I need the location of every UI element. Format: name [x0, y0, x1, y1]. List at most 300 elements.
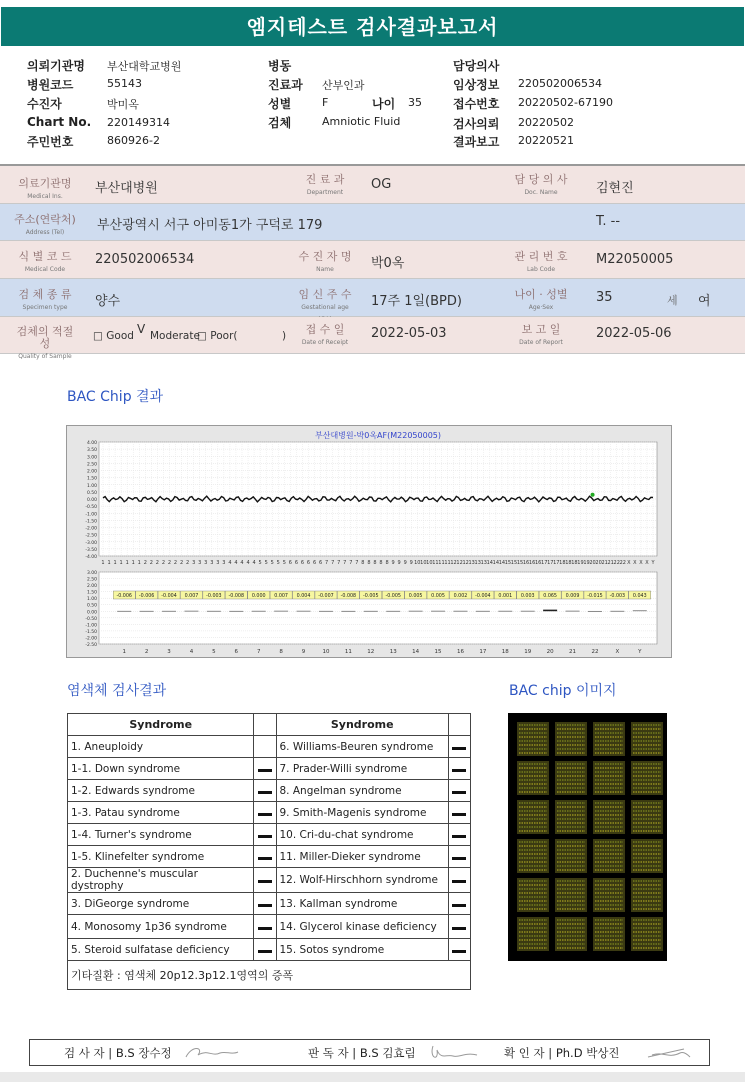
- x-tick-label: 6: [300, 560, 305, 566]
- syndrome-name: 5. Steroid sulfatase deficiency: [68, 939, 254, 961]
- x-tick-label: 15: [510, 560, 518, 566]
- syndrome-row: [68, 736, 471, 758]
- chip-block: [631, 761, 663, 795]
- negative-dash-icon: [258, 791, 272, 794]
- category-label: 4: [189, 649, 194, 655]
- value-specimen: 양수: [95, 294, 121, 309]
- chip-block: [517, 761, 549, 795]
- x-tick-label: 7: [325, 560, 329, 566]
- bac-chart-frame: [66, 425, 672, 658]
- chip-block: [517, 800, 549, 834]
- x-tick-label: 15: [504, 560, 512, 566]
- category-label: 22: [591, 649, 599, 655]
- label-doctor-en: Doc. Name: [524, 189, 558, 196]
- label-department-en: Department: [306, 189, 344, 196]
- syndrome-result: [448, 939, 470, 961]
- id-key: 주민번호: [27, 135, 74, 149]
- x-tick-label: 6: [312, 560, 317, 566]
- x-tick-label: 1: [131, 560, 135, 566]
- bac-section-title: BAC Chip 결과: [67, 389, 164, 405]
- reader-signature: 판 독 자 | B.S 김효림: [308, 1046, 416, 1060]
- value-label: 0.003: [520, 594, 535, 599]
- negative-dash-icon: [258, 857, 272, 860]
- x-tick-label: X: [627, 560, 631, 566]
- value-label: -0.006: [116, 594, 132, 599]
- request-value: 20220502: [518, 116, 574, 129]
- syndrome-name: 2. Duchenne's muscular dystrophy: [68, 868, 254, 893]
- receipt-value: 20220502-67190: [518, 96, 613, 109]
- syndrome-name: 4. Monosomy 1p36 syndrome: [68, 915, 254, 939]
- y-tick-label: -0.50: [85, 616, 97, 622]
- ward-key: 병동: [268, 59, 292, 73]
- chip-block: [555, 878, 587, 912]
- label-lab-code-en: Lab Code: [526, 266, 556, 273]
- syndrome-result: [448, 802, 470, 824]
- x-tick-label: 9: [403, 560, 407, 566]
- quality-check-mark: V: [137, 322, 146, 336]
- syndrome-result: [254, 868, 276, 893]
- x-tick-label: 1: [113, 560, 117, 566]
- category-label: 9: [301, 649, 306, 655]
- syndrome-row: [68, 802, 471, 824]
- label-specimen: 검 체 종 류: [18, 288, 72, 301]
- negative-dash-icon: [258, 813, 272, 816]
- chip-block: [593, 761, 625, 795]
- value-label: -0.006: [138, 594, 155, 599]
- label-name: 수 진 자 명: [298, 250, 352, 263]
- chip-block: [631, 878, 663, 912]
- doctor-key: 담당의사: [453, 59, 500, 73]
- x-tick-label: 10: [426, 560, 433, 566]
- chip-block: [593, 878, 625, 912]
- label-report-date-en: Date of Report: [519, 339, 563, 346]
- x-tick-label: 10: [414, 560, 421, 566]
- info-row-institution: [0, 166, 745, 204]
- value-tel: T. --: [596, 214, 621, 229]
- syndrome-result: [254, 893, 276, 915]
- label-address: 주소(연락처): [14, 213, 76, 226]
- x-tick-label: 1: [119, 560, 123, 566]
- x-tick-label: 3: [210, 560, 214, 566]
- x-tick-label: 4: [228, 560, 232, 566]
- x-tick-label: 16: [522, 560, 530, 566]
- reader-handwriting: [425, 1042, 485, 1064]
- syndrome-result: [254, 846, 276, 868]
- x-tick-label: 22: [613, 560, 620, 566]
- syndrome-result: [254, 736, 276, 758]
- other-finding: 기타질환 : 염색체 20p12.3p12.1영역의 증폭: [68, 961, 471, 990]
- value-institution: 부산대병원: [95, 181, 158, 196]
- value-label: -0.007: [318, 594, 334, 599]
- value-medical-code: 220502006534: [95, 252, 195, 267]
- info-row-code: [0, 241, 745, 279]
- y-tick-label: 1.50: [86, 476, 97, 482]
- y-tick-label: 1.00: [86, 597, 97, 603]
- negative-dash-icon: [452, 950, 466, 953]
- x-tick-label: 2: [155, 560, 159, 566]
- syndrome-name: 15. Sotos syndrome: [276, 939, 448, 961]
- negative-dash-icon: [452, 747, 466, 750]
- x-tick-label: 17: [541, 560, 548, 566]
- label-receipt-date: 접 수 일: [305, 323, 345, 336]
- category-label: 6: [234, 649, 239, 655]
- x-tick-label: 19: [583, 560, 590, 566]
- x-tick-label: 2: [161, 560, 166, 566]
- x-tick-label: 11: [432, 560, 439, 566]
- x-tick-label: 2: [143, 560, 147, 566]
- syndrome-result: [448, 758, 470, 780]
- request-key: 검사의뢰: [453, 117, 500, 131]
- syndrome-row: [68, 824, 471, 846]
- other-finding-row: [68, 961, 471, 990]
- category-label: Y: [638, 649, 642, 655]
- syndrome-name: 3. DiGeorge syndrome: [68, 893, 254, 915]
- result-header-right: [448, 714, 470, 736]
- x-tick-label: 1: [101, 560, 105, 566]
- x-tick-label: 19: [577, 560, 584, 566]
- age-value: 35: [408, 96, 422, 109]
- negative-dash-icon: [258, 904, 272, 907]
- syndrome-result: [254, 939, 276, 961]
- specimen-value: Amniotic Fluid: [322, 115, 401, 128]
- x-tick-label: 12: [456, 560, 463, 566]
- syndrome-result: [448, 893, 470, 915]
- negative-dash-icon: [452, 791, 466, 794]
- syndrome-header-left: Syndrome: [68, 714, 254, 736]
- x-tick-label: 4: [246, 560, 250, 566]
- value-label: 0.004: [296, 594, 311, 599]
- x-tick-label: 22: [619, 560, 626, 566]
- syndrome-table-body: [68, 714, 471, 990]
- y-tick-label: -2.50: [85, 643, 97, 648]
- x-tick-label: 7: [355, 560, 359, 566]
- negative-dash-icon: [258, 769, 272, 772]
- patient-value: 박미옥: [107, 98, 139, 111]
- category-label: 17: [479, 649, 487, 655]
- info-row-specimen: [0, 279, 745, 317]
- syndrome-result: [448, 846, 470, 868]
- category-label: 16: [456, 649, 464, 655]
- x-tick-label: 21: [607, 560, 614, 566]
- quality-poor-option[interactable]: □ Poor(: [197, 330, 238, 342]
- hospital-key: 의뢰기관명: [27, 59, 85, 73]
- x-tick-label: 12: [462, 560, 469, 566]
- label-address-en: Address (Tel): [25, 229, 65, 236]
- x-tick-label: 8: [361, 560, 365, 566]
- y-tick-label: 0.00: [86, 498, 97, 503]
- syndrome-result: [448, 780, 470, 802]
- label-receipt-date-en: Date of Receipt: [301, 339, 349, 346]
- quality-moderate-option[interactable]: Moderate: [150, 330, 200, 342]
- category-label: 21: [569, 649, 577, 655]
- y-tick-label: 3.50: [86, 448, 97, 454]
- label-age-sex-en: Age·Sex: [528, 304, 554, 311]
- y-tick-label: -1.00: [85, 623, 97, 629]
- y-tick-label: 0.50: [86, 490, 97, 496]
- chip-block: [593, 917, 625, 951]
- label-report-date: 보 고 일: [521, 323, 561, 336]
- lower-plot-area: [99, 572, 657, 644]
- syndrome-name: 10. Cri-du-chat syndrome: [276, 824, 448, 846]
- result-header-left: [254, 714, 276, 736]
- x-tick-label: 18: [565, 560, 572, 566]
- chip-block: [631, 917, 663, 951]
- chip-block: [555, 722, 587, 756]
- value-gestational-age: 17주 1일(BPD): [371, 294, 462, 309]
- chart-value: 220149314: [107, 116, 170, 129]
- report-title: 엠지테스트 검사결과보고서: [1, 7, 744, 46]
- category-label: 1: [122, 649, 126, 655]
- category-label: 8: [279, 649, 283, 655]
- quality-poor-close: ): [282, 330, 287, 342]
- chip-block: [555, 800, 587, 834]
- x-tick-label: X: [633, 560, 637, 566]
- syndrome-header-right: Syndrome: [276, 714, 448, 736]
- value-label: 0.000: [251, 594, 266, 599]
- label-doctor: 담 당 의 사: [514, 173, 568, 186]
- negative-dash-icon: [452, 857, 466, 860]
- syndrome-name: 1-1. Down syndrome: [68, 758, 254, 780]
- x-tick-label: 1: [137, 560, 141, 566]
- x-tick-label: 21: [601, 560, 608, 566]
- quality-good-option[interactable]: □ Good: [93, 330, 134, 342]
- negative-dash-icon: [258, 950, 272, 953]
- category-label: 20: [546, 649, 554, 655]
- x-tick-label: 20: [595, 560, 602, 566]
- x-tick-label: 5: [282, 560, 286, 566]
- syndrome-row: [68, 915, 471, 939]
- negative-dash-icon: [452, 927, 466, 930]
- chip-block: [631, 722, 663, 756]
- x-tick-label: 16: [528, 560, 536, 566]
- y-tick-label: -3.50: [85, 547, 97, 553]
- negative-dash-icon: [258, 835, 272, 838]
- receipt-key: 접수번호: [453, 97, 500, 111]
- syndrome-result: [448, 736, 470, 758]
- x-tick-label: 6: [294, 560, 299, 566]
- negative-dash-icon: [452, 813, 466, 816]
- label-quality: 검체의 적절성: [16, 325, 74, 350]
- tester-signature: 검 사 자 | B.S 장수정: [64, 1046, 172, 1060]
- syndrome-name: 13. Kallman syndrome: [276, 893, 448, 915]
- x-tick-label: 3: [198, 560, 202, 566]
- category-label: 15: [434, 649, 442, 655]
- category-label: 3: [167, 649, 171, 655]
- x-tick-label: 7: [343, 560, 347, 566]
- code-value: 55143: [107, 77, 142, 90]
- y-tick-label: -2.00: [85, 636, 97, 642]
- value-label: 0.005: [431, 594, 445, 599]
- category-label: 10: [322, 649, 330, 655]
- value-label: 0.002: [453, 594, 468, 599]
- bac-chart: [67, 426, 671, 657]
- x-tick-label: 5: [258, 560, 262, 566]
- syndrome-name: 6. Williams-Beuren syndrome: [276, 736, 448, 758]
- chip-block: [517, 722, 549, 756]
- syndrome-row: [68, 780, 471, 802]
- x-tick-label: X: [639, 560, 643, 566]
- x-tick-label: 13: [480, 560, 487, 566]
- syndrome-name: 1. Aneuploidy: [68, 736, 254, 758]
- y-tick-label: 2.50: [86, 577, 97, 583]
- value-lab-code: M22050005: [596, 252, 674, 267]
- x-tick-label: 3: [192, 560, 196, 566]
- value-label: -0.005: [363, 594, 379, 599]
- y-tick-label: 1.50: [86, 590, 97, 596]
- hospital-value: 부산대학교병원: [107, 60, 182, 73]
- y-tick-label: 0.50: [86, 603, 97, 609]
- category-label: 19: [524, 649, 532, 655]
- syndrome-name: 14. Glycerol kinase deficiency: [276, 915, 448, 939]
- syndrome-name: 1-4. Turner's syndrome: [68, 824, 254, 846]
- value-label: 0.007: [184, 594, 199, 599]
- x-tick-label: 7: [331, 560, 335, 566]
- bac-chip-image: [508, 713, 667, 961]
- chip-block: [555, 761, 587, 795]
- category-label: 13: [389, 649, 397, 655]
- x-tick-label: 8: [379, 560, 383, 566]
- x-tick-label: 2: [179, 560, 184, 566]
- x-tick-label: 14: [492, 560, 500, 566]
- syndrome-name: 8. Angelman syndrome: [276, 780, 448, 802]
- x-tick-label: 10: [420, 560, 427, 566]
- confirmer-handwriting: [644, 1043, 694, 1063]
- code-key: 병원코드: [27, 78, 74, 92]
- y-tick-label: 2.00: [86, 584, 97, 590]
- value-address: 부산광역시 서구 아미동1가 구덕로 179: [97, 218, 323, 233]
- value-age: 35: [596, 290, 613, 305]
- x-tick-label: 14: [498, 560, 506, 566]
- y-tick-label: -2.00: [85, 526, 97, 532]
- dept-key: 진료과: [268, 78, 303, 92]
- value-label: -0.003: [206, 594, 222, 599]
- x-tick-label: 9: [391, 560, 395, 566]
- x-tick-label: 1: [125, 560, 129, 566]
- x-tick-label: 15: [516, 560, 524, 566]
- category-label: 12: [367, 649, 375, 655]
- x-tick-label: 6: [288, 560, 292, 566]
- label-gestational-age: 임 신 주 수: [298, 288, 352, 301]
- chart-key: Chart No.: [27, 115, 92, 129]
- chip-block: [593, 722, 625, 756]
- label-institution: 의료기관명: [18, 177, 72, 190]
- sex-key: 성별: [268, 97, 292, 111]
- value-label: -0.004: [475, 594, 491, 599]
- chip-block: [593, 839, 625, 873]
- report-value: 20220521: [518, 134, 574, 147]
- value-sex: 여: [698, 294, 711, 309]
- x-tick-label: 17: [547, 560, 554, 566]
- negative-dash-icon: [258, 927, 272, 930]
- category-label: 5: [212, 649, 216, 655]
- chip-block: [631, 839, 663, 873]
- syndrome-result: [254, 915, 276, 939]
- category-label: 18: [501, 649, 509, 655]
- info-row-quality: [0, 317, 745, 360]
- y-tick-label: -0.50: [85, 505, 97, 511]
- specimen-key: 검체: [268, 116, 292, 130]
- value-report-date: 2022-05-06: [596, 326, 672, 341]
- clinical-key: 임상정보: [453, 78, 500, 92]
- negative-dash-icon: [452, 835, 466, 838]
- confirmer-signature: 확 인 자 | Ph.D 박상진: [504, 1046, 620, 1060]
- label-medical-code-en: Medical Code: [24, 266, 66, 273]
- negative-dash-icon: [452, 904, 466, 907]
- tester-handwriting: [182, 1043, 242, 1063]
- value-label: -0.015: [587, 594, 603, 599]
- x-tick-label: Y: [651, 560, 655, 566]
- label-specimen-en: Specimen type: [22, 304, 68, 311]
- y-tick-label: -1.50: [85, 519, 97, 525]
- syndrome-row: [68, 939, 471, 961]
- y-tick-label: -3.00: [85, 540, 97, 546]
- x-tick-label: 5: [276, 560, 280, 566]
- x-tick-label: 18: [571, 560, 578, 566]
- x-tick-label: 11: [444, 560, 451, 566]
- value-age-unit: 세: [667, 294, 678, 307]
- chip-block: [517, 878, 549, 912]
- x-tick-label: 20: [589, 560, 596, 566]
- x-tick-label: 18: [559, 560, 566, 566]
- syndrome-name: 1-2. Edwards syndrome: [68, 780, 254, 802]
- category-label: X: [615, 649, 620, 655]
- value-label: -0.004: [161, 594, 177, 599]
- chip-block: [593, 800, 625, 834]
- value-receipt-date: 2022-05-03: [371, 326, 447, 341]
- x-tick-label: 16: [534, 560, 542, 566]
- chip-image-title: BAC chip 이미지: [509, 683, 617, 699]
- value-department: OG: [371, 177, 392, 192]
- x-tick-label: 9: [397, 560, 401, 566]
- sex-value: F: [322, 96, 329, 109]
- syndrome-row: [68, 758, 471, 780]
- karyotype-section-title: 염색체 검사결과: [67, 683, 167, 699]
- label-department: 진 료 과: [305, 173, 345, 186]
- y-tick-label: 0.00: [86, 610, 97, 616]
- y-tick-label: 4.00: [86, 441, 97, 446]
- x-tick-label: 3: [204, 560, 208, 566]
- syndrome-name: 11. Miller-Dieker syndrome: [276, 846, 448, 868]
- x-tick-label: 9: [409, 560, 413, 566]
- label-lab-code: 관 리 번 호: [514, 250, 568, 263]
- x-tick-label: 4: [234, 560, 238, 566]
- category-label: 14: [412, 649, 420, 655]
- value-label: -0.005: [385, 594, 401, 599]
- x-tick-label: 2: [173, 560, 178, 566]
- x-tick-label: 2: [186, 560, 190, 566]
- value-label: -0.003: [609, 594, 626, 599]
- x-tick-label: 13: [468, 560, 475, 566]
- value-label: 0.009: [565, 594, 580, 599]
- x-tick-label: 5: [270, 560, 274, 566]
- syndrome-result: [448, 868, 470, 893]
- value-label: 0.065: [543, 594, 557, 599]
- x-tick-label: 8: [385, 560, 389, 566]
- category-label: 2: [144, 649, 149, 655]
- negative-dash-icon: [452, 769, 466, 772]
- x-tick-label: 4: [252, 560, 256, 566]
- chip-block: [631, 800, 663, 834]
- x-tick-label: 6: [318, 560, 323, 566]
- category-label: 7: [256, 649, 261, 655]
- signature-bar: [29, 1039, 710, 1066]
- syndrome-name: 12. Wolf-Hirschhorn syndrome: [276, 868, 448, 893]
- age-key: 나이: [372, 97, 396, 111]
- y-tick-label: -4.00: [85, 555, 97, 560]
- chip-block: [517, 917, 549, 951]
- y-tick-label: 3.00: [86, 571, 97, 576]
- syndrome-row: [68, 846, 471, 868]
